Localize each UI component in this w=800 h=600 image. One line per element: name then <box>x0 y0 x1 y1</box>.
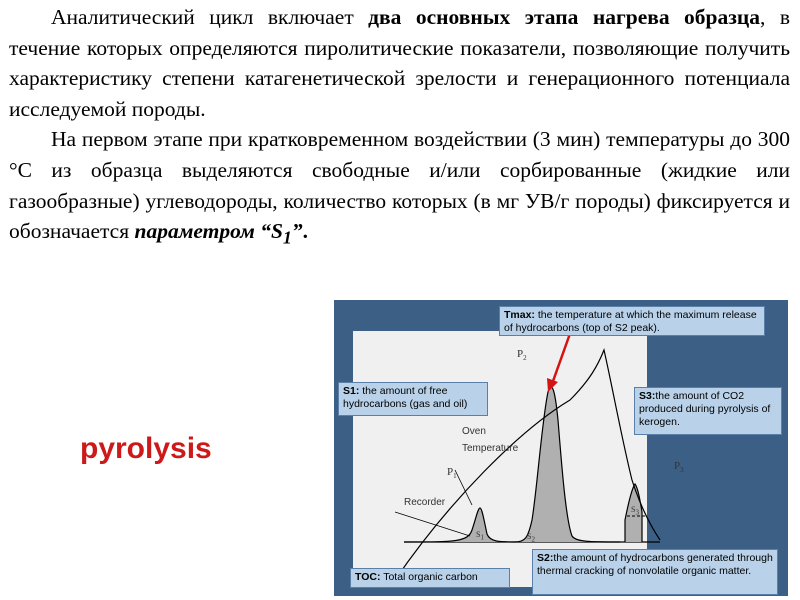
s2-peak-curve <box>515 387 620 542</box>
p2-text-a: На первом этапе при кратковременном воздействии (3 мин) температуры до 300 °С из образца выделяются свободные и/или сорбированные (жидкие или газообразные) углеводороды, количество которых (в мг УВ/г породы) фиксируется и обозначается <box>9 127 790 244</box>
tmax-annotation <box>499 306 765 336</box>
s3-title: S3: <box>639 390 656 402</box>
s3-text: the amount of CO2 produced during pyrolysis of kerogen. <box>639 390 771 428</box>
s3-annotation <box>634 387 782 435</box>
s2-title: S2: <box>537 552 554 564</box>
pyrolysis-label: pyrolysis <box>80 432 212 465</box>
p2-period: . <box>302 219 308 244</box>
p2-label: $P_2$ <box>517 348 527 363</box>
s1-title: S1: <box>343 385 360 397</box>
toc-title: TOC: <box>355 571 381 583</box>
p2-param-end: ” <box>291 219 303 244</box>
recorder-pointer <box>395 512 470 536</box>
s3-peak-label: $S_3$ <box>631 505 639 517</box>
p1-label: $P_1$ <box>447 466 457 481</box>
p1-text-a: Аналитический цикл включает <box>51 5 369 29</box>
s1-peak-label: $S_1$ <box>476 530 484 542</box>
s1-text: the amount of free hydrocarbons (gas and oil) <box>343 385 468 410</box>
toc-annotation <box>350 568 510 588</box>
s1-annotation <box>338 382 488 416</box>
toc-text: Total organic carbon <box>380 571 478 583</box>
temperature-label: Temperature <box>462 443 519 454</box>
s2-text: the amount of hydrocarbons generated through thermal cracking of nonvolatile organic matter. <box>537 552 773 577</box>
tmax-text: the temperature at which the maximum release of hydrocarbons (top of S2 peak). <box>504 309 757 334</box>
p1-bold: два основных этапа нагрева образца <box>368 5 761 29</box>
p2-param-sub: 1 <box>282 227 292 248</box>
recorder-label: Recorder <box>404 497 446 508</box>
tmax-arrow <box>552 328 572 384</box>
p3-label: $P_3$ <box>674 460 684 475</box>
p2-param-text: параметром “S <box>134 219 283 244</box>
tmax-title: Tmax: <box>504 309 535 321</box>
oven-label: Oven <box>462 426 486 437</box>
s2-annotation <box>532 549 778 595</box>
p1-text-b: , в течение которых определяются пиролитические показатели, позволяющие получить характеристику степени катагенетической зрелости и генерационного потенциала исследуемой породы. <box>9 5 790 121</box>
s1-peak-curve <box>404 508 515 542</box>
s2-peak-label: $S_2$ <box>527 532 535 544</box>
